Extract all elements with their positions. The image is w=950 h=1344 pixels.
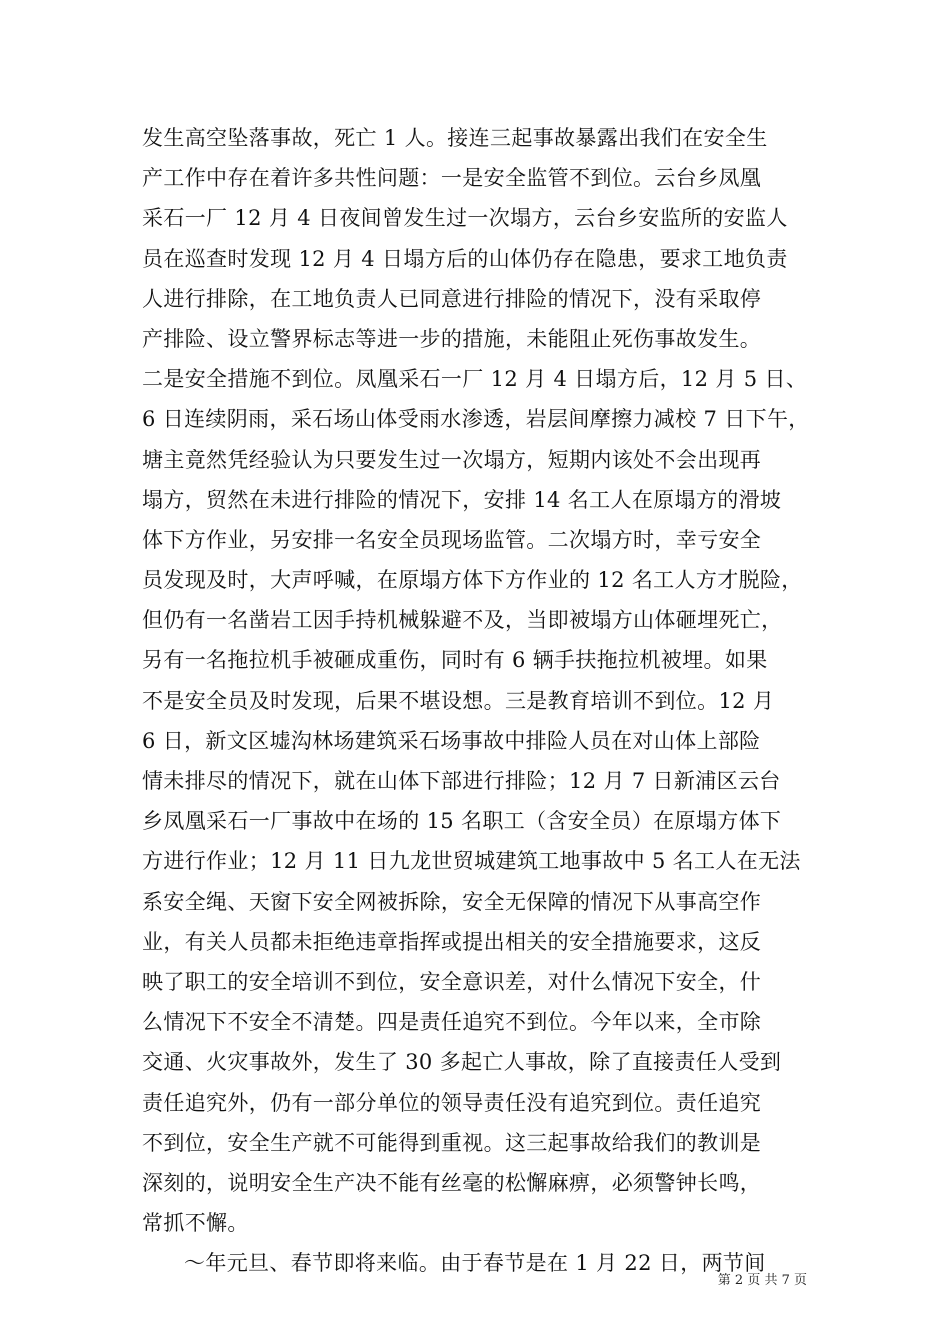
text-line: 产排险、设立警界标志等进一步的措施，未能阻止死伤事故发生。 (142, 326, 762, 351)
text-line: 乡凤凰采石一厂事故中在场的 15 名职工（含安全员）在原塌方体下 (142, 809, 782, 834)
text-line: 情未排尽的情况下，就在山体下部进行排险；12 月 7 日新浦区云台 (142, 769, 781, 793)
text-line: 不到位，安全生产就不可能得到重视。这三起事故给我们的教训是 (142, 1130, 762, 1155)
text-line: 人进行排除，在工地负责人已同意进行排险的情况下，没有采取停 (142, 286, 762, 311)
text-line: 交通、火灾事故外，发生了 30 多起亡人事故，除了直接责任人受到 (142, 1050, 782, 1075)
text-line: 不是安全员及时发现，后果不堪设想。三是教育培训不到位。12 月 (142, 688, 775, 713)
page-footer (0, 1272, 950, 1290)
text-line: 映了职工的安全培训不到位，安全意识差，对什么情况下安全，什 (142, 969, 762, 994)
text-line: 么情况下不安全不清楚。四是责任追究不到位。今年以来，全市除 (142, 1010, 762, 1035)
page-number: 第 2 页 共 7 页 (717, 1273, 807, 1288)
text-line: 6 日连续阴雨，采石场山体受雨水渗透，岩层间摩擦力减校 7 日下午， (142, 407, 810, 432)
text-line: 二是安全措施不到位。凤凰采石一厂 12 月 4 日塌方后，12 月 5 日、 (142, 367, 808, 392)
text-line: 采石一厂 12 月 4 日夜间曾发生过一次塌方，云台乡安监所的安监人 (142, 206, 788, 231)
text-line: 方进行作业；12 月 11 日九龙世贸城建筑工地事故中 5 名工人在无法 (142, 849, 801, 874)
text-line: 系安全绳、天窗下安全网被拆除，安全无保障的情况下从事高空作 (142, 889, 762, 914)
text-line: 产工作中存在着许多共性问题：一是安全监管不到位。云台乡凤凰 (142, 166, 762, 191)
text-line: 员在巡查时发现 12 月 4 日塌方后的山体仍存在隐患，要求工地负责 (142, 246, 788, 271)
text-line: 常抓不懈。 (142, 1211, 249, 1236)
paragraph-start-line: ～年元旦、春节即将来临。由于春节是在 1 月 22 日，两节间 (184, 1251, 766, 1276)
text-line: 深刻的，说明安全生产决不能有丝毫的松懈麻痹，必须警钟长鸣， (142, 1170, 762, 1195)
text-line: 体下方作业，另安排一名安全员现场监管。二次塌方时，幸亏安全 (142, 527, 762, 552)
text-line: 另有一名拖拉机手被砸成重伤，同时有 6 辆手扶拖拉机被埋。如果 (142, 648, 768, 673)
body-text (142, 118, 822, 1283)
text-line: 业，有关人员都未拒绝违章指挥或提出相关的安全措施要求，这反 (142, 929, 762, 954)
text-line: 塘主竟然凭经验认为只要发生过一次塌方，短期内该处不会出现再 (142, 447, 762, 472)
text-line: 6 日，新文区墟沟林场建筑采石场事故中排险人员在对山体上部险 (142, 728, 761, 753)
text-line: 责任追究外，仍有一部分单位的领导责任没有追究到位。责任追究 (142, 1090, 762, 1115)
text-line: 发生高空坠落事故，死亡 1 人。接连三起事故暴露出我们在安全生 (142, 126, 768, 150)
text-line: 但仍有一名凿岩工因手持机械躲避不及，当即被塌方山体砸埋死亡， (142, 608, 783, 633)
text-line: 员发现及时，大声呼喊，在原塌方体下方作业的 12 名工人方才脱险， (142, 568, 803, 593)
text-line: 塌方，贸然在未进行排险的情况下，安排 14 名工人在原塌方的滑坡 (142, 487, 782, 512)
